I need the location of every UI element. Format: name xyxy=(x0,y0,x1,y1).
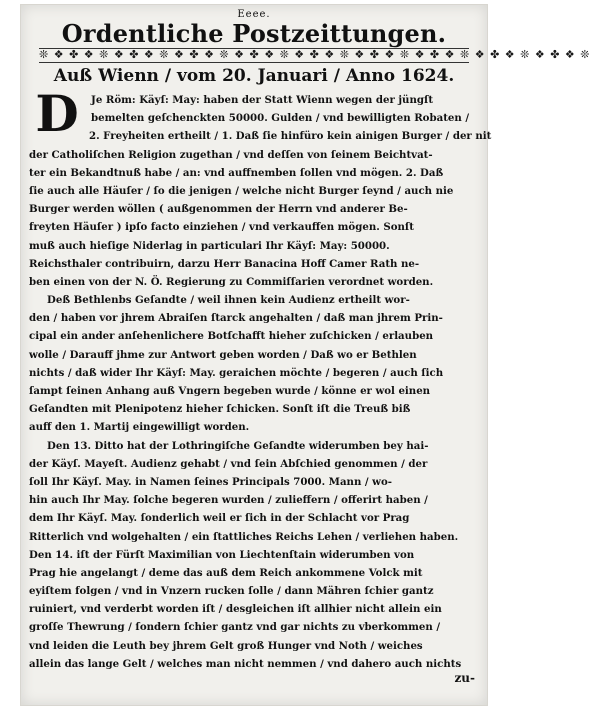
text-line: eyiſtem folgen / vnd in Vnzern rucken ſolle / dann Mähren ſchier gantz xyxy=(29,585,434,598)
text-line: freyten Häuſer ) ipſo facto einziehen / vnd verkauffen mögen. Sonſt xyxy=(29,221,414,234)
text-line: Ritterlich vnd wolgehalten / ein ſtattliches Reichs Lehen / verliehen haben. xyxy=(29,530,459,543)
text-line: ſampt ſeinen Anhang auß Vngern begeben wurde / könne er wol einen xyxy=(29,385,431,397)
text-line: hin auch Ihr May. ſolche begeren wurden / zulieffern / offerirt haben / xyxy=(29,494,428,507)
signature-mark: Eeee. xyxy=(237,9,271,20)
text-line: Den 14. iſt der Fürſt Maximilian von Liechtenſtain widerumben von xyxy=(29,548,415,561)
text-line: Geſandten mit Plenipotenz hieher ſchicken. Sonſt iſt die Treuß biß xyxy=(29,403,411,416)
article-body xyxy=(29,84,492,673)
text-line: Je Röm: Käyſ: May: haben der Statt Wienn wegen der jüngſt xyxy=(91,94,434,106)
paragraphs xyxy=(29,84,492,673)
text-line: ſoll Ihr Käyſ. May. in Namen ſeines Principals 7000. Mann / wo- xyxy=(29,475,392,488)
text-line: ben einen von der N. Ö. Regierung zu Commiſſarien verordnet worden. xyxy=(29,275,434,288)
dateline: Auß Wienn / vom 20. Januari / Anno 1624. xyxy=(53,66,455,86)
text-line: Burger werden wöllen ( außgenommen der Herrn vnd anderer Be- xyxy=(29,203,408,216)
text-line: vnd leiden die Leuth bey jhrem Gelt groß Hunger vnd Noth / weiches xyxy=(29,639,423,652)
text-line: wolle / Darauff jhme zur Antwort geben worden / Daß wo er Bethlen xyxy=(29,348,417,361)
text-line: ſie auch alle Häuſer / ſo die jenigen / welche nicht Burger ſeynd / auch nie xyxy=(29,184,454,197)
text-line: Den 13. Ditto hat der Lothringiſche Geſandte widerumben bey hai- xyxy=(47,439,429,452)
ornament-rule-bottom xyxy=(39,62,469,63)
text-line: auff den 1. Martij eingewilligt worden. xyxy=(29,421,250,434)
text-line: cipal ein ander anſehenlichere Botſchafft hieher zuſchicken / erlauben xyxy=(29,330,434,343)
text-line: Reichsthaler contribuirn, darzu Herr Banacina Hoff Camer Rath ne- xyxy=(29,257,420,270)
text-line: 2. Freyheiten ertheilt / 1. Daß ſie hinfüro kein ainigen Burger / der nit xyxy=(89,130,492,143)
text-line: allein das lange Gelt / welches man nicht nemmen / vnd dahero auch nichts xyxy=(29,657,462,670)
catchword: zu- xyxy=(454,671,475,685)
text-line: dem Ihr Käyſ. May. ſonderlich weil er ſich in der Schlacht vor Prag xyxy=(29,512,410,525)
drop-cap: D xyxy=(35,84,79,143)
text-line: ter ein Bekandtnuß habe / an: vnd auffnemben ſollen vnd mögen. 2. Daß xyxy=(29,166,444,179)
newspaper-page xyxy=(20,4,591,706)
text-line: der Catholiſchen Religion zugethan / vnd deſſen von ſeinem Beichtvat- xyxy=(29,148,433,161)
text-line: bemelten geſchenckten 50000. Gulden / vnd bewilligten Robaten / xyxy=(91,112,470,125)
text-line: muß auch hieſige Niderlag in particulari Ihr Käyſ: May: 50000. xyxy=(29,239,390,252)
text-line: den / haben vor jhrem Abraiſen ſtarck angehalten / daß man jhrem Prin- xyxy=(29,312,443,325)
text-line: der Käyſ. Mayeſt. Audienz gehabt / vnd ſein Abſchied genommen / der xyxy=(29,457,428,470)
text-line: nichts / daß wider Ihr Käyſ: May. geraichen möchte / begeren / auch ſich xyxy=(29,366,444,379)
text-line: Deß Bethlenbs Geſandte / weil ihnen kein Audienz ertheilt wor- xyxy=(47,294,410,307)
ornament-border: ❊ ❖ ✤ ❖ ❊ ❖ ✤ ❖ ❊ ❖ ✤ ❖ ❊ ❖ ✤ ❖ ❊ ❖ ✤ ❖ ❊ ❖ ✤ ❖ ❊ ❖ ✤ ❖ ❊ ❖ ✤ ❖ ❊ ❖ ✤ ❖ ❊ xyxy=(39,48,591,61)
text-line: Prag hie angelangt / deme das auß dem Reich ankommene Volck mit xyxy=(29,566,423,579)
text-line: ruiniert, vnd verderbt worden iſt / desgleichen iſt allhier nicht allein ein xyxy=(29,603,442,616)
masthead-title: Ordentliche Postzeittungen. xyxy=(61,19,447,48)
text-line: groſſe Thewrung / ſondern ſchier gantz vnd gar nichts zu vberkommen / xyxy=(29,621,441,634)
